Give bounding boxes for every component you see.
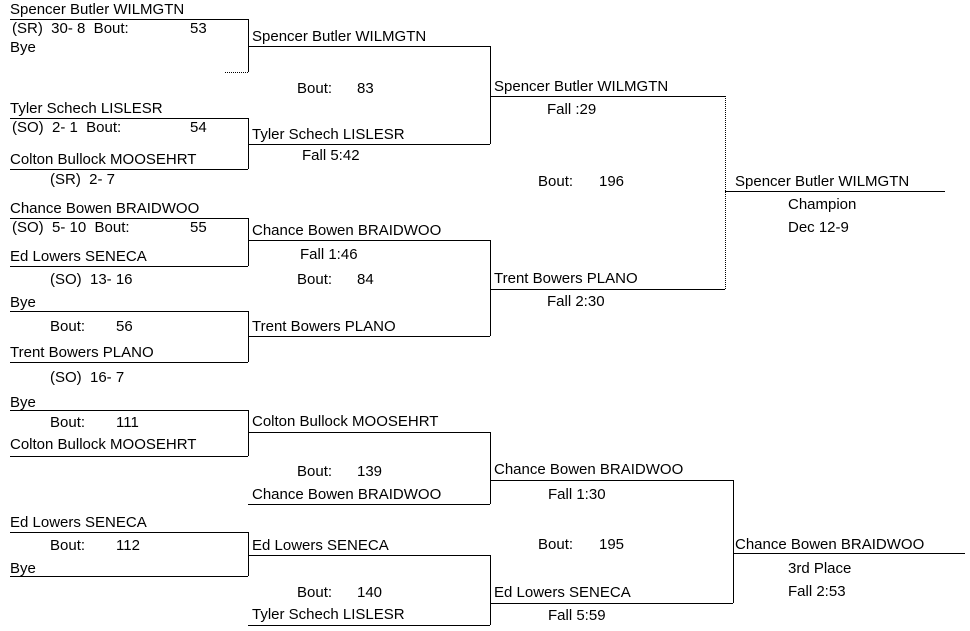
c1-bout-label: Bout: <box>50 414 86 431</box>
c2-name: Colton Bullock MOOSEHRT <box>10 436 197 453</box>
r1-c-bout: 54 <box>190 119 207 136</box>
r1-h-name: Trent Bowers PLANO <box>10 344 154 361</box>
semi-w1-line <box>490 96 725 97</box>
semi-bout-label: Bout: <box>538 173 574 190</box>
final-line <box>725 191 945 192</box>
c-r2-w2-name: Ed Lowers SENECA <box>252 537 389 554</box>
r1-ef-connector <box>248 218 249 266</box>
semi-w1-name: Spencer Butler WILMGTN <box>494 78 669 95</box>
semi-bout: 196 <box>599 173 625 190</box>
r2-bout2-label: Bout: <box>297 271 333 288</box>
r1-f-name: Ed Lowers SENECA <box>10 248 147 265</box>
c-r3-w2-result: Fall 5:59 <box>548 607 606 624</box>
c-r2-bout2: 140 <box>357 584 383 601</box>
third-name: Chance Bowen BRAIDWOO <box>735 536 925 553</box>
c-r2-w1-line <box>248 432 490 433</box>
c3-bout-label: Bout: <box>50 537 86 554</box>
c-r3-w1-line <box>490 480 733 481</box>
r2-w2-line <box>248 144 490 145</box>
c1-line <box>10 410 248 411</box>
r1-f-info: (SO) 13- 16 <box>50 271 133 288</box>
r2-bout2: 84 <box>357 271 374 288</box>
r2-w3-name: Chance Bowen BRAIDWOO <box>252 222 442 239</box>
c-r2-top-connector <box>490 432 491 504</box>
r2-w2-result: Fall 5:42 <box>302 147 360 164</box>
c-r2-bout2-label: Bout: <box>297 584 333 601</box>
r1-e-bout: 55 <box>190 219 207 236</box>
final-result: Dec 12-9 <box>788 219 849 236</box>
r2-w3-result: Fall 1:46 <box>300 246 358 263</box>
c-r3-connector <box>733 480 734 603</box>
c-r3-w2-line <box>490 603 733 604</box>
r2-w1-name: Spencer Butler WILMGTN <box>252 28 427 45</box>
c-r3-w1-name: Chance Bowen BRAIDWOO <box>494 461 684 478</box>
r1-b-line <box>225 72 248 73</box>
semi-w2-name: Trent Bowers PLANO <box>494 270 638 287</box>
c1-bout: 111 <box>116 414 139 431</box>
c12-connector <box>248 410 249 456</box>
third-line <box>733 553 965 554</box>
c-r2-x2-line <box>248 625 490 626</box>
r2-bout1: 83 <box>357 80 374 97</box>
r1-e-name: Chance Bowen BRAIDWOO <box>10 200 200 217</box>
r1-g-bout-label: Bout: <box>50 318 86 335</box>
semi-w2-result: Fall 2:30 <box>547 293 605 310</box>
c-r2-bout1-label: Bout: <box>297 463 333 480</box>
r1-f-line <box>10 266 248 267</box>
semi-w2-dotted <box>668 289 725 290</box>
c-r3-bout-label: Bout: <box>538 536 574 553</box>
c-r2-x1-name: Chance Bowen BRAIDWOO <box>252 486 442 503</box>
r2-w4-name: Trent Bowers PLANO <box>252 318 396 335</box>
final-name: Spencer Butler WILMGTN <box>735 173 910 190</box>
r1-g-bout: 56 <box>116 318 133 335</box>
c3-name: Ed Lowers SENECA <box>10 514 147 531</box>
r1-g-name: Bye <box>10 294 36 311</box>
r2-bottom-connector <box>490 240 491 336</box>
c-r2-bottom-connector <box>490 555 491 625</box>
r1-d-name: Colton Bullock MOOSEHRT <box>10 151 197 168</box>
c-r3-bout: 195 <box>599 536 625 553</box>
r2-w1-line <box>248 46 490 47</box>
c34-connector <box>248 532 249 576</box>
c-r2-w2-line <box>248 555 490 556</box>
r1-g-line <box>10 311 248 312</box>
r1-b-name: Bye <box>10 39 36 56</box>
c2-line <box>10 456 248 457</box>
r2-bout1-label: Bout: <box>297 80 333 97</box>
r1-a-name: Spencer Butler WILMGTN <box>10 1 185 18</box>
c-r2-x1-line <box>248 504 490 505</box>
r2-top-connector <box>490 46 491 144</box>
c-r2-bout1: 139 <box>357 463 383 480</box>
r2-w3-line <box>248 240 490 241</box>
r1-a-bout: 53 <box>190 20 207 37</box>
c3-line <box>10 532 248 533</box>
third-title: 3rd Place <box>788 560 852 577</box>
r1-c-name: Tyler Schech LISLESR <box>10 100 163 117</box>
r2-w4-line <box>248 336 490 337</box>
c-r2-x2-name: Tyler Schech LISLESR <box>252 606 405 623</box>
r1-a-info: (SR) 30- 8 Bout: <box>12 20 129 37</box>
c1-name: Bye <box>10 394 36 411</box>
c3-bout: 112 <box>116 537 140 554</box>
c4-name: Bye <box>10 560 36 577</box>
c-r2-w1-name: Colton Bullock MOOSEHRT <box>252 413 439 430</box>
r2-w2-name: Tyler Schech LISLESR <box>252 126 405 143</box>
c4-line <box>10 576 248 577</box>
r1-c-info: (SO) 2- 1 Bout: <box>12 119 122 136</box>
r1-d-info: (SR) 2- 7 <box>50 171 116 188</box>
third-result: Fall 2:53 <box>788 583 846 600</box>
semi-w1-result: Fall :29 <box>547 101 597 118</box>
c-r3-w1-result: Fall 1:30 <box>548 486 606 503</box>
r1-h-line <box>10 362 248 363</box>
r1-h-info: (SO) 16- 7 <box>50 369 125 386</box>
semi-connector <box>725 96 726 289</box>
r1-d-line <box>10 169 248 170</box>
final-title: Champion <box>788 196 857 213</box>
c-r3-w2-name: Ed Lowers SENECA <box>494 584 631 601</box>
r1-e-info: (SO) 5- 10 Bout: <box>12 219 130 236</box>
